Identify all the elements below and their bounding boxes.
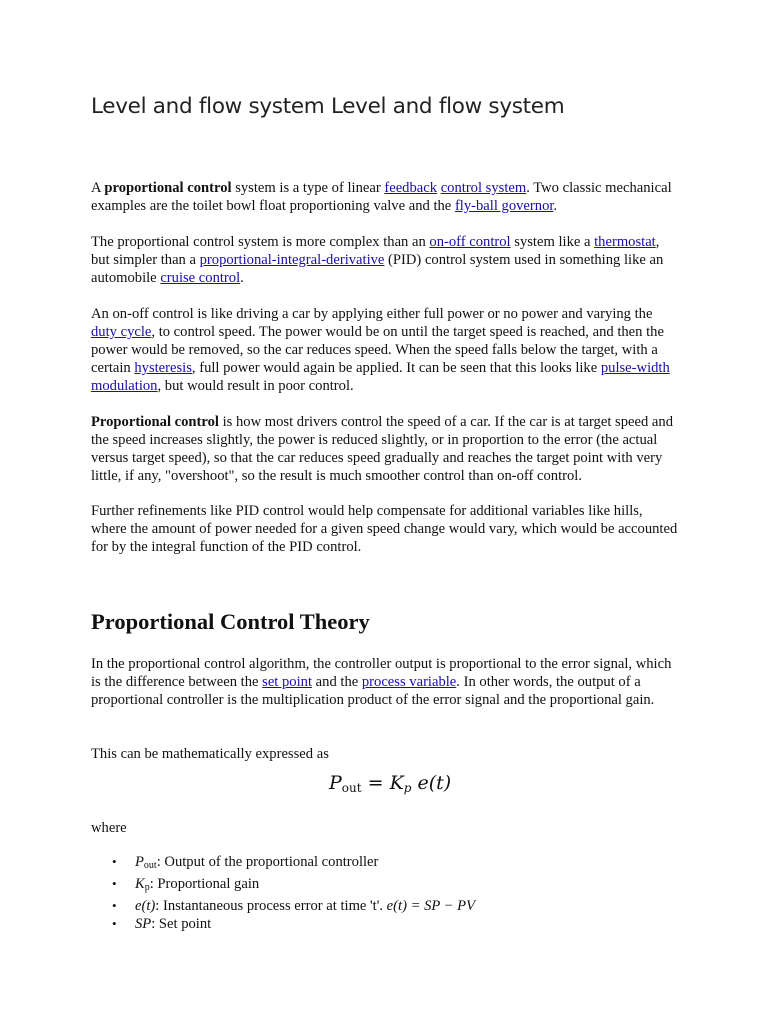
link-process-variable[interactable]: process variable	[361, 674, 457, 690]
paragraph-algorithm	[91, 655, 681, 709]
bold-term: Proportional control	[91, 414, 219, 430]
link-thermostat[interactable]: thermostat	[594, 234, 656, 250]
def-text: : Set point	[151, 916, 212, 932]
def-text: : Instantaneous process error at time 't'.	[155, 898, 387, 914]
eq-symbol-k: K	[389, 772, 404, 794]
eq-subscript-p: p	[403, 781, 412, 795]
def-text: : Output of the proportional controller	[156, 854, 379, 870]
eq-error-term: e(t)	[411, 772, 452, 794]
text: Further refinements like PID control would help compensate for additional variables like hills, where the amount of power needed for a given speed change would vary, which would be accounted for by the integral function of the PID control.	[91, 503, 678, 555]
text: is how most drivers control the speed of a car. If the car is at target speed and the speed increases slightly, the power is reduced slightly, or in proportion to the error (the actual versus target speed), so that the car reduces speed gradually and reaches the target point with very little, if any, "overshoot", so the result is much smoother control than on-off control.	[91, 414, 673, 484]
definitions-list	[112, 853, 475, 933]
link-duty-cycle[interactable]: duty cycle	[91, 324, 152, 340]
paragraph-intro	[91, 179, 681, 215]
paragraph-proportional	[91, 413, 681, 485]
link-feedback[interactable]: feedback	[384, 180, 438, 196]
def-subscript: p	[144, 882, 150, 893]
text: , but would result in poor control.	[157, 378, 354, 394]
text: , full power would again be applied. It can be seen that this looks like	[191, 360, 601, 376]
bullet-icon: •	[112, 916, 117, 931]
section-heading: Proportional Control Theory	[91, 609, 370, 634]
paragraph-expression-intro: This can be mathematically expressed as	[91, 746, 329, 762]
text: A	[91, 180, 105, 196]
document-title: Level and flow system Level and flow system	[91, 94, 565, 119]
def-formula: e(t) = SP − PV	[386, 898, 475, 914]
paragraph-complexity	[91, 233, 681, 287]
eq-equals: =	[361, 772, 390, 794]
text: system is a type of linear	[231, 180, 385, 196]
link-set-point[interactable]: set point	[262, 674, 313, 690]
text: An on-off control is like driving a car by applying either full power or no power and varying the	[91, 306, 653, 322]
text: , to control speed. The power would be on until the target speed is reached, and then the power would be removed, so the car reduces speed. When the speed falls below the target, with a certain	[91, 324, 664, 376]
text: The proportional control system is more complex than an	[91, 234, 430, 250]
def-text: : Proportional gain	[149, 876, 260, 892]
list-item	[112, 897, 475, 915]
link-pulse-width-modulation[interactable]: pulse-width modulation	[91, 360, 670, 394]
paragraph-refinements	[91, 502, 681, 556]
bold-term: proportional control	[104, 180, 232, 196]
eq-symbol-p: P	[329, 772, 342, 794]
bullet-icon: •	[112, 854, 117, 869]
def-symbol: e(t)	[135, 898, 156, 914]
list-item	[112, 875, 475, 897]
paragraph-on-off	[91, 305, 681, 395]
text: In the proportional control algorithm, the controller output is proportional to the error signal, which is the difference between the	[91, 656, 672, 690]
text: and the	[312, 674, 362, 690]
text: . In other words, the output of a proportional controller is the multiplication product of the error signal and the proportional gain.	[91, 674, 655, 708]
list-item	[112, 915, 475, 933]
bullet-icon: •	[112, 898, 117, 913]
link-pid[interactable]: proportional-integral-derivative	[199, 252, 385, 268]
text: (PID) control system used in something like an automobile	[91, 252, 664, 286]
def-symbol: P	[135, 854, 144, 870]
def-subscript: out	[143, 860, 157, 871]
link-hysteresis[interactable]: hysteresis	[134, 360, 192, 376]
text: .	[240, 270, 244, 286]
eq-subscript-out: out	[341, 781, 362, 795]
text: . Two classic mechanical examples are the toilet bowl float proportioning valve and the	[91, 180, 672, 214]
text: .	[553, 198, 558, 214]
def-symbol: K	[135, 876, 145, 892]
text: , but simpler than a	[91, 234, 660, 268]
equation	[329, 772, 451, 795]
link-on-off-control[interactable]: on-off control	[429, 234, 511, 250]
link-cruise-control[interactable]: cruise control	[160, 270, 241, 286]
text: system like a	[510, 234, 595, 250]
def-symbol: SP	[135, 916, 152, 932]
list-item	[112, 853, 475, 875]
bullet-icon: •	[112, 876, 117, 891]
paragraph-where: where	[91, 820, 127, 836]
link-fly-ball-governor[interactable]: fly-ball governor	[454, 198, 554, 214]
link-control-system[interactable]: control system	[440, 180, 527, 196]
